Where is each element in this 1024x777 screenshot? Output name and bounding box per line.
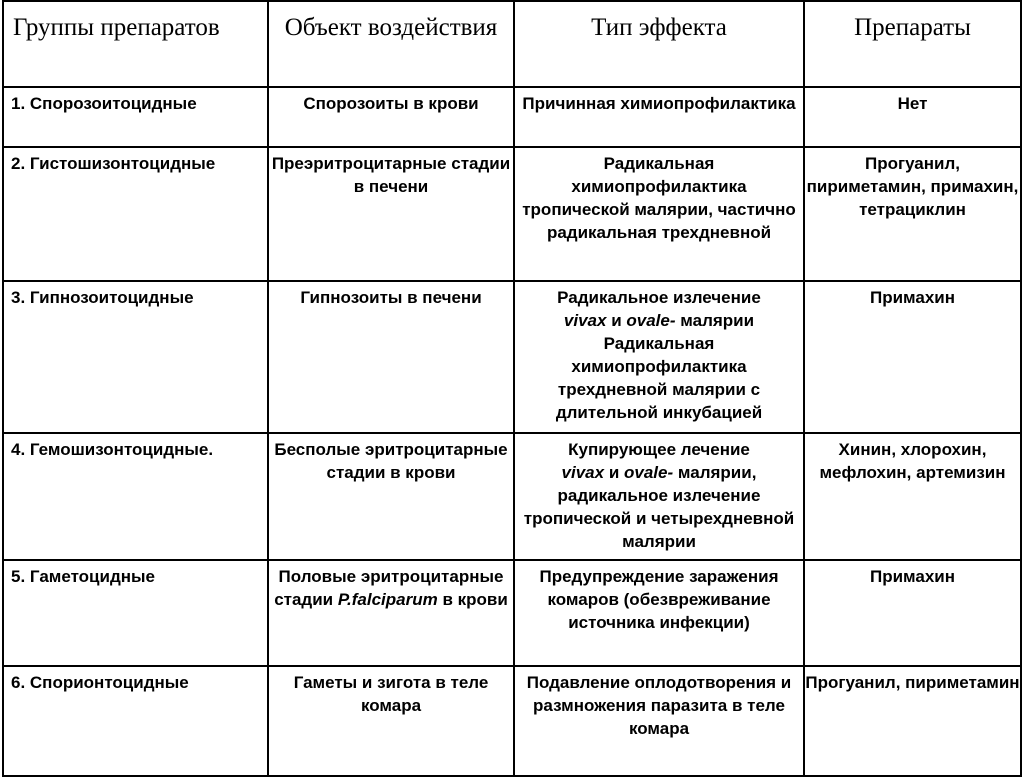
target-cell: Бесполые эритроцитарные стадии в крови [268,433,514,560]
target-cell: Преэритроцитарные стадии в печени [268,147,514,281]
effect-text: Радикальное излечение [557,288,761,307]
malaria-drug-table [2,0,1022,777]
header-drugs: Препараты [804,1,1021,87]
effect-cell: Радикальная химиопрофилактика тропической малярии, частично радикальная трехдневной [514,147,804,281]
target-text: в крови [442,590,508,609]
effect-cell: Предупреждение заражения комаров (обезвреживание источника инфекции) [514,560,804,666]
group-cell: 3. Гипнозоитоцидные [3,281,268,433]
table-row [3,281,1021,433]
target-cell: Гаметы и зигота в теле комара [268,666,514,776]
effect-text: и [608,463,620,482]
group-cell: 1. Спорозоитоцидные [3,87,268,147]
drugs-cell: Нет [804,87,1021,147]
target-cell [268,560,514,666]
group-cell: 6. Спорионтоцидные [3,666,268,776]
group-cell: 2. Гистошизонтоцидные [3,147,268,281]
drugs-cell: Хинин, хлорохин, мефлохин, артемизин [804,433,1021,560]
effect-text: и [611,311,622,330]
species-falciparum: P.falciparum [337,590,438,609]
effect-cell [514,281,804,433]
effect-text: Радикальная химиопрофилактика трехдневной малярии с длительной инкубацией [555,334,763,422]
species-ovale: ovale- [626,311,676,330]
effect-cell [514,433,804,560]
effect-text: радикальное излечение тропической и четырехдневной малярии [523,486,795,551]
header-effect: Тип эффекта [514,1,804,87]
table-row [3,87,1021,147]
effect-cell: Причинная химиопрофилактика [514,87,804,147]
species-vivax: vivax [563,311,607,330]
table-row [3,147,1021,281]
header-group: Группы препаратов [3,1,268,87]
effect-text: малярии, [677,463,757,482]
effect-cell: Подавление оплодотворения и размножения паразита в теле комара [514,666,804,776]
drugs-cell: Примахин [804,560,1021,666]
drugs-cell: Примахин [804,281,1021,433]
drugs-cell: Прогуанил, пириметамин [804,666,1021,776]
species-ovale: ovale- [624,463,674,482]
effect-text: Купирующее лечение [568,440,750,459]
drugs-cell: Прогуанил, пириметамин, примахин, тетрациклин [804,147,1021,281]
effect-text: малярии [680,311,755,330]
table-header-row [3,1,1021,87]
target-cell: Гипнозоиты в печени [268,281,514,433]
table-row [3,433,1021,560]
group-cell: 5. Гаметоцидные [3,560,268,666]
species-vivax: vivax [561,463,605,482]
header-target: Объект воздействия [268,1,514,87]
target-text: Половые эритроцитарные стадии [274,567,504,609]
target-cell: Спорозоиты в крови [268,87,514,147]
table-row [3,560,1021,666]
table-row [3,666,1021,776]
group-cell: 4. Гемошизонтоцидные. [3,433,268,560]
